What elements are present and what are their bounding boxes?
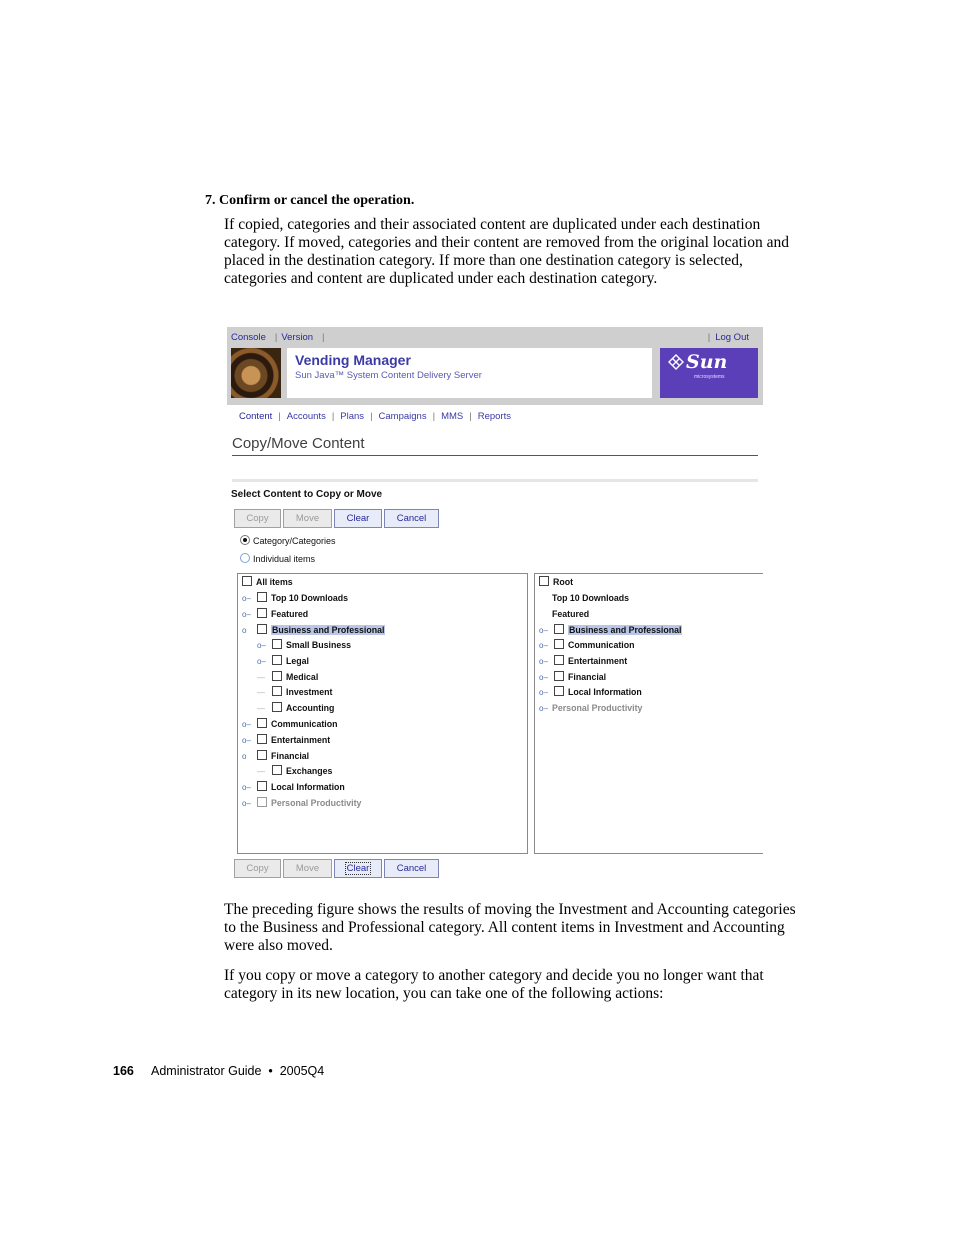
checkbox[interactable] <box>554 624 564 634</box>
checkbox[interactable] <box>242 576 252 586</box>
clear-button-label: Clear <box>346 863 370 874</box>
page-number: 166 <box>113 1064 134 1078</box>
checkbox[interactable] <box>554 655 564 665</box>
tab-reports[interactable]: Reports <box>477 411 511 422</box>
radio-category-label: Category/Categories <box>253 536 336 546</box>
checkbox[interactable] <box>272 639 282 649</box>
tree-item[interactable]: Medical <box>272 671 318 686</box>
expand-handle-icon[interactable]: o– <box>242 720 251 729</box>
tree-item[interactable]: Investment <box>272 686 332 701</box>
expand-handle-icon[interactable]: o– <box>539 657 548 666</box>
tab-accounts[interactable]: Accounts <box>286 411 326 422</box>
tree-item[interactable]: Legal <box>272 655 309 670</box>
move-button[interactable]: Move <box>283 859 332 878</box>
expand-handle-icon[interactable]: o– <box>539 641 548 650</box>
paragraph-actions: If you copy or move a category to another category and decide you no longer want that category in its new location, you can take one of the following actions: <box>224 967 764 1002</box>
logout-link-label[interactable]: Log Out <box>715 332 749 343</box>
expand-handle-icon[interactable]: o– <box>257 641 266 650</box>
collapse-handle-icon[interactable]: o <box>242 626 247 635</box>
tree-item[interactable]: Root <box>539 576 573 591</box>
copy-button[interactable]: Copy <box>234 859 281 878</box>
button-row-top <box>234 509 441 528</box>
paragraph-intro: If copied, categories and their associated content are duplicated under each destination category. If moved, categories and their content are removed from the original location and placed in the destination category. If more than one destination category is selected, categories and content are duplicated under each destination category. <box>224 216 789 287</box>
tree-item[interactable]: Entertainment <box>257 734 330 749</box>
expand-handle-icon[interactable]: o– <box>242 594 251 603</box>
sun-logo-box <box>660 348 758 398</box>
tab-content[interactable]: Content <box>239 411 273 422</box>
masthead <box>227 327 763 405</box>
tree-item[interactable]: Accounting <box>272 702 334 717</box>
checkbox[interactable] <box>554 686 564 696</box>
tree-item[interactable]: Personal Productivity <box>552 703 643 713</box>
checkbox[interactable] <box>257 734 267 744</box>
tree-item[interactable]: Financial <box>257 750 309 765</box>
checkbox[interactable] <box>257 797 267 807</box>
checkbox[interactable] <box>272 686 282 696</box>
screenshot-figure <box>227 327 763 879</box>
nav-tabs: Content | Accounts | Plans | Campaigns | MMS | Reports <box>239 411 511 422</box>
checkbox[interactable] <box>272 671 282 681</box>
logout-link: | Log Out <box>707 332 749 343</box>
checkbox[interactable] <box>539 576 549 586</box>
tree-item[interactable]: Personal Productivity <box>257 797 361 812</box>
expand-handle-icon[interactable]: o– <box>539 688 548 697</box>
button-row-bottom <box>234 859 441 878</box>
expand-handle-icon[interactable]: o– <box>242 736 251 745</box>
tree-item[interactable]: Business and Professional <box>257 624 385 639</box>
radio-unselected-icon[interactable] <box>240 553 250 563</box>
clear-button[interactable]: Clear <box>334 509 382 528</box>
paragraph-result: The preceding figure shows the results of moving the Investment and Accounting categories to the Business and Professional category. All content items in Investment and Accounting were also moved. <box>224 901 796 954</box>
checkbox[interactable] <box>554 671 564 681</box>
checkbox[interactable] <box>257 624 267 634</box>
tree-line-icon: — <box>257 767 265 776</box>
tree-item[interactable]: Top 10 Downloads <box>552 593 630 603</box>
app-subtitle: Sun Java™ System Content Delivery Server <box>295 370 482 381</box>
tab-mms[interactable]: MMS <box>441 411 464 422</box>
move-button[interactable]: Move <box>283 509 332 528</box>
tree-item[interactable]: Exchanges <box>272 765 332 780</box>
checkbox[interactable] <box>272 702 282 712</box>
checkbox[interactable] <box>257 750 267 760</box>
expand-handle-icon[interactable]: o– <box>242 783 251 792</box>
destination-tree-panel[interactable] <box>534 573 763 854</box>
title-box <box>287 348 652 398</box>
divider <box>232 455 758 456</box>
sun-logo-icon <box>668 354 684 370</box>
product-image <box>231 348 281 398</box>
checkbox[interactable] <box>272 655 282 665</box>
tree-item[interactable]: Entertainment <box>554 655 627 670</box>
expand-handle-icon[interactable]: o– <box>539 673 548 682</box>
tree-item[interactable]: Local Information <box>257 781 345 796</box>
app-title: Vending Manager <box>295 352 411 368</box>
tree-line-icon: — <box>257 673 265 682</box>
tab-campaigns[interactable]: Campaigns <box>378 411 427 422</box>
tree-item[interactable]: Small Business <box>272 639 351 654</box>
tree-line-icon: — <box>257 704 265 713</box>
expand-handle-icon[interactable]: o– <box>257 657 266 666</box>
tree-item[interactable]: Financial <box>554 671 606 686</box>
collapse-handle-icon[interactable]: o <box>242 752 247 761</box>
sun-brand: Sun <box>686 351 728 373</box>
console-link[interactable]: Console <box>231 332 266 343</box>
radio-individual-label: Individual items <box>253 554 316 564</box>
copy-button[interactable]: Copy <box>234 509 281 528</box>
checkbox[interactable] <box>257 608 267 618</box>
checkbox[interactable] <box>257 781 267 791</box>
tree-item[interactable]: Communication <box>554 639 634 654</box>
cancel-button[interactable]: Cancel <box>384 509 439 528</box>
tree-line-icon: — <box>257 688 265 697</box>
tree-item[interactable]: Communication <box>257 718 337 733</box>
checkbox[interactable] <box>257 592 267 602</box>
source-tree-panel[interactable] <box>237 573 528 854</box>
section-title: Select Content to Copy or Move <box>231 489 383 500</box>
tree-item[interactable]: All items <box>242 576 293 591</box>
expand-handle-icon[interactable]: o– <box>242 799 251 808</box>
tree-item[interactable]: Featured <box>257 608 308 623</box>
footer-title: Administrator Guide • 2005Q4 <box>151 1064 325 1078</box>
version-link[interactable]: Version <box>281 332 314 343</box>
tree-item[interactable]: Business and Professional <box>554 624 682 639</box>
checkbox[interactable] <box>554 639 564 649</box>
sun-brand-small: microsystems <box>694 374 725 380</box>
tree-item[interactable]: Featured <box>552 609 590 619</box>
tree-item[interactable]: Top 10 Downloads <box>257 592 348 607</box>
clear-button[interactable] <box>334 859 382 878</box>
radio-individual[interactable] <box>240 553 315 564</box>
divider <box>232 479 758 482</box>
tree-item[interactable]: Local Information <box>554 686 642 701</box>
checkbox[interactable] <box>272 765 282 775</box>
expand-handle-icon[interactable]: o– <box>242 610 251 619</box>
page-title: Copy/Move Content <box>232 435 365 452</box>
expand-handle-icon[interactable]: o– <box>539 704 548 713</box>
cancel-button[interactable]: Cancel <box>384 859 439 878</box>
checkbox[interactable] <box>257 718 267 728</box>
top-links: Console | Version | <box>231 332 325 343</box>
step-title: 7. Confirm or cancel the operation. <box>205 193 415 208</box>
radio-selected-icon[interactable] <box>240 535 250 545</box>
radio-category[interactable] <box>240 535 336 546</box>
expand-handle-icon[interactable]: o– <box>539 626 548 635</box>
tab-plans[interactable]: Plans <box>340 411 365 422</box>
